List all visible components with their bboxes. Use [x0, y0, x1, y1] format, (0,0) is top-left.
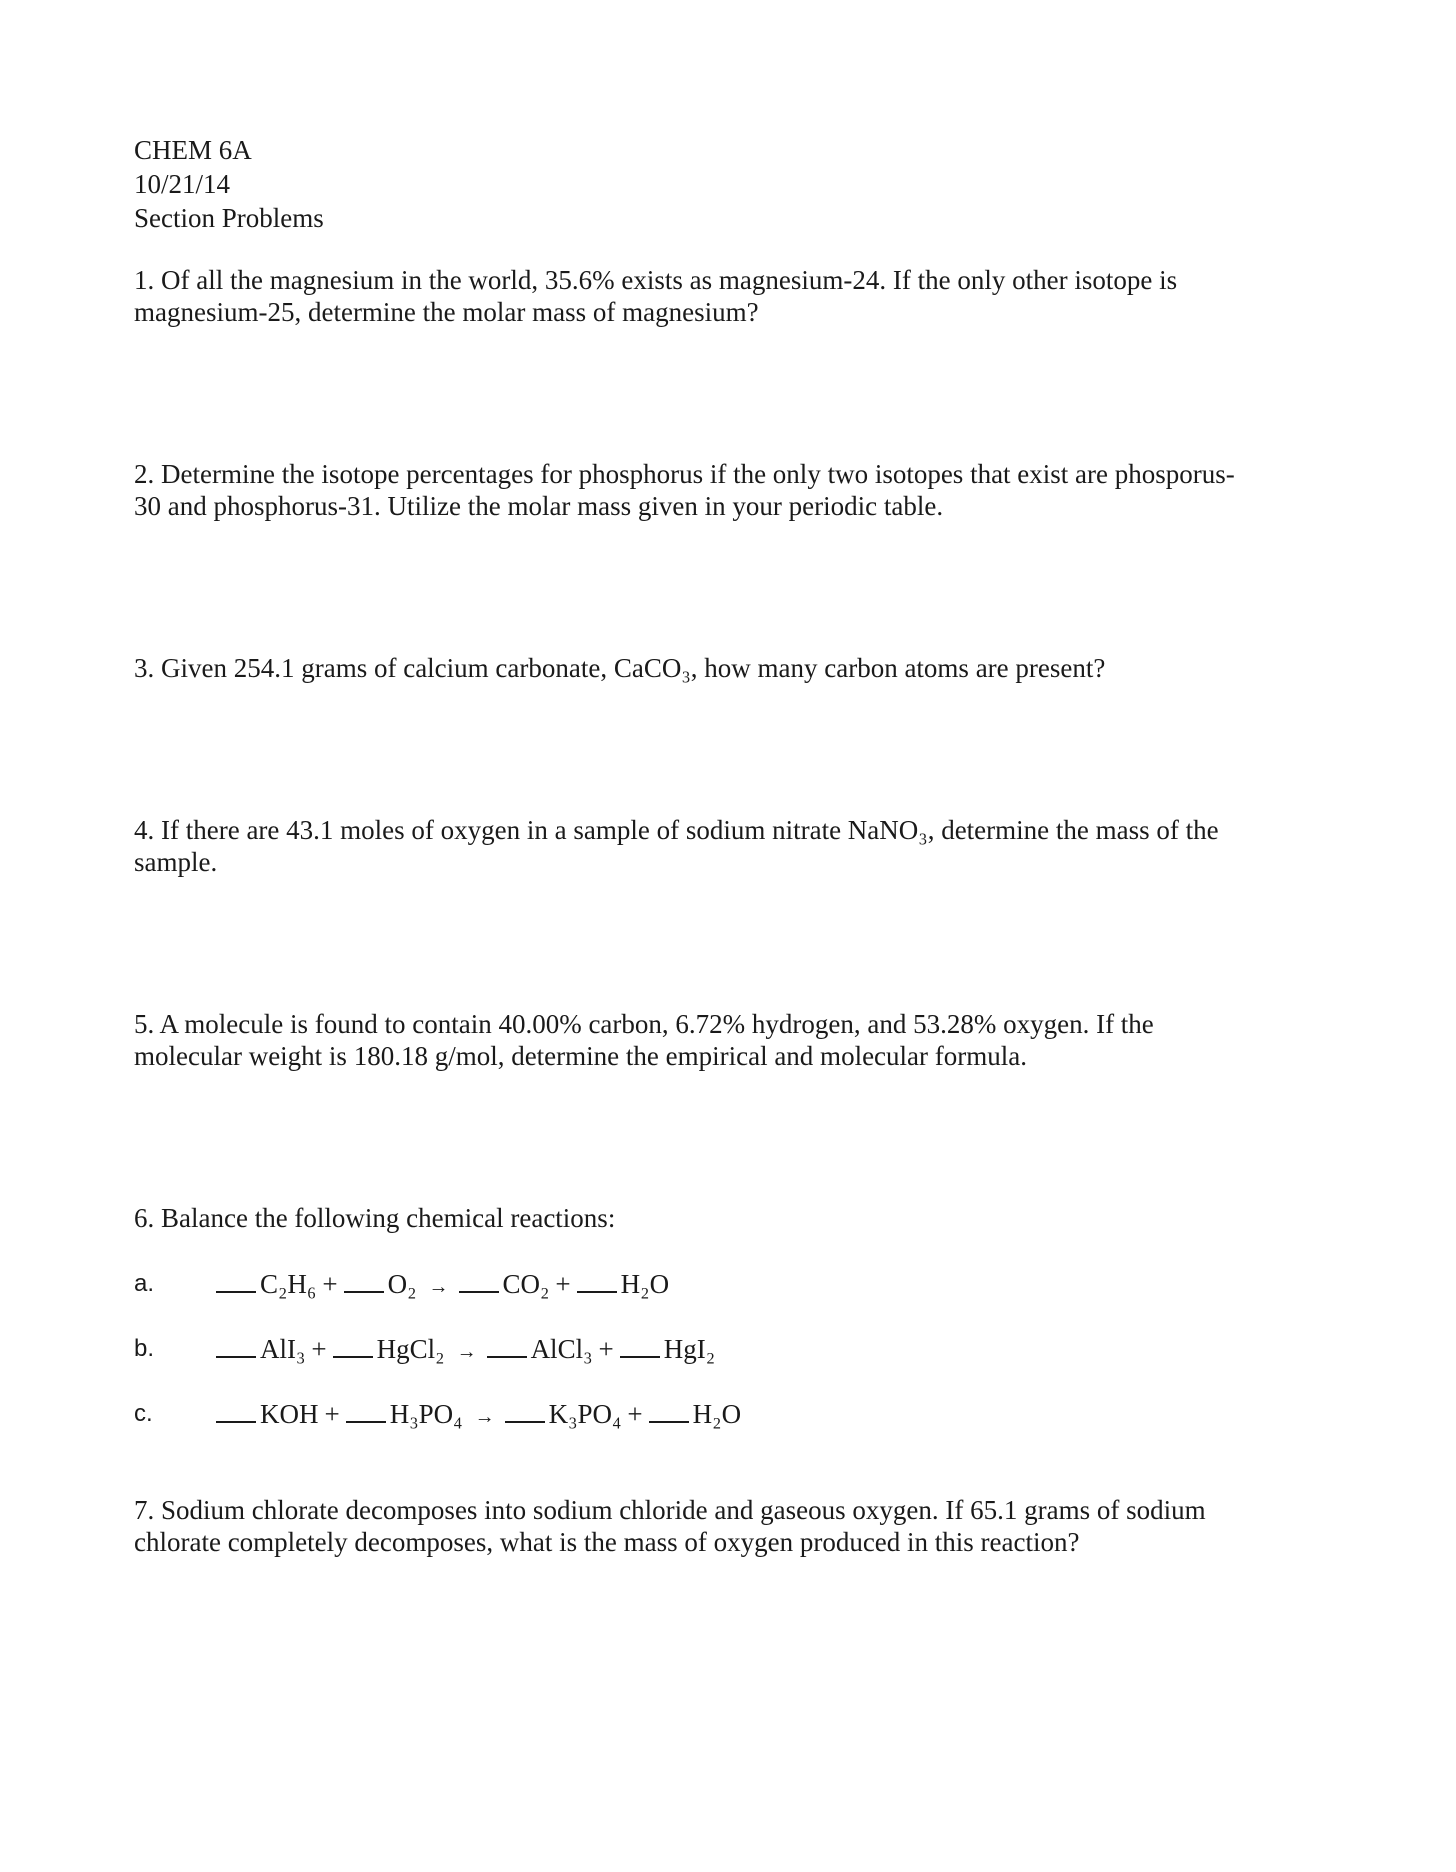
problem-1-line-2: magnesium-25, determine the molar mass of magnesium?: [134, 297, 759, 327]
coefficient-blank[interactable]: [649, 1399, 689, 1423]
plus-sign: +: [322, 1269, 338, 1299]
reactant-2: H₃PO₄: [389, 1399, 463, 1429]
coefficient-blank[interactable]: [459, 1269, 499, 1293]
plus-sign: +: [311, 1334, 327, 1364]
problem-3: [134, 652, 1314, 684]
problem-7: [134, 1494, 1314, 1558]
coefficient-blank[interactable]: [216, 1269, 256, 1293]
problem-7-line-2: chlorate completely decomposes, what is the mass of oxygen produced in this reaction?: [134, 1527, 1080, 1557]
coefficient-blank[interactable]: [216, 1399, 256, 1423]
problem-2-line-2: 30 and phosphorus-31. Utilize the molar mass given in your periodic table.: [134, 491, 944, 521]
product-1: K₃PO₄: [548, 1399, 622, 1429]
problem-6: [134, 1202, 1314, 1234]
worksheet-title: Section Problems: [134, 203, 324, 233]
worksheet-date: 10/21/14: [134, 169, 231, 199]
problem-1-line-1: 1. Of all the magnesium in the world, 35.6% exists as magnesium-24. If the only other isotope is: [134, 265, 1178, 295]
plus-sign: +: [627, 1399, 643, 1429]
product-1: AlCl₃: [530, 1334, 593, 1364]
problem-4: [134, 814, 1314, 878]
plus-sign: +: [598, 1334, 614, 1364]
product-2: H₂O: [692, 1399, 742, 1429]
reaction-equation: [216, 1331, 715, 1370]
coefficient-blank[interactable]: [487, 1334, 527, 1358]
reactant-1: KOH: [260, 1399, 319, 1429]
problem-2-line-1: 2. Determine the isotope percentages for phosphorus if the only two isotopes that exist are phosporus-: [134, 459, 1235, 489]
reactant-1: AlI₃: [260, 1334, 306, 1364]
product-2: HgI₂: [663, 1334, 716, 1364]
reaction-equation: [216, 1266, 669, 1305]
reaction-label: c.: [134, 1400, 153, 1427]
problem-7-line-1: 7. Sodium chlorate decomposes into sodium chloride and gaseous oxygen. If 65.1 grams of sodium: [134, 1495, 1206, 1525]
reactant-2: HgCl₂: [376, 1334, 445, 1364]
coefficient-blank[interactable]: [577, 1269, 617, 1293]
product-1: CO₂: [502, 1269, 550, 1299]
problem-6-line-1: 6. Balance the following chemical reactions:: [134, 1203, 616, 1233]
problem-2: [134, 458, 1314, 522]
coefficient-blank[interactable]: [344, 1269, 384, 1293]
coefficient-blank[interactable]: [333, 1334, 373, 1358]
reaction-equation: [216, 1396, 741, 1435]
reactant-1: C₂H₆: [260, 1269, 317, 1299]
coefficient-blank[interactable]: [620, 1334, 660, 1358]
reactant-2: O₂: [387, 1269, 417, 1299]
reaction-label: b.: [134, 1335, 155, 1362]
plus-sign: +: [324, 1399, 340, 1429]
problem-4-line-2: sample.: [134, 847, 218, 877]
plus-sign: +: [555, 1269, 571, 1299]
reaction-arrow-icon: →: [474, 1406, 495, 1428]
reaction-arrow-icon: →: [456, 1341, 477, 1363]
problem-1: [134, 264, 1314, 328]
product-2: H₂O: [620, 1269, 670, 1299]
reaction-arrow-icon: →: [428, 1276, 449, 1298]
problem-4-line-1: 4. If there are 43.1 moles of oxygen in a sample of sodium nitrate NaNO₃, determine the mass of the: [134, 815, 1219, 845]
course-name: CHEM 6A: [134, 135, 252, 165]
problem-5-line-1: 5. A molecule is found to contain 40.00% carbon, 6.72% hydrogen, and 53.28% oxygen. If the: [134, 1009, 1154, 1039]
problem-5: [134, 1008, 1314, 1072]
coefficient-blank[interactable]: [216, 1334, 256, 1358]
problem-5-line-2: molecular weight is 180.18 g/mol, determine the empirical and molecular formula.: [134, 1041, 1027, 1071]
coefficient-blank[interactable]: [346, 1399, 386, 1423]
coefficient-blank[interactable]: [505, 1399, 545, 1423]
problem-3-line-1: 3. Given 254.1 grams of calcium carbonate, CaCO₃, how many carbon atoms are present?: [134, 653, 1106, 683]
reaction-label: a.: [134, 1270, 155, 1297]
